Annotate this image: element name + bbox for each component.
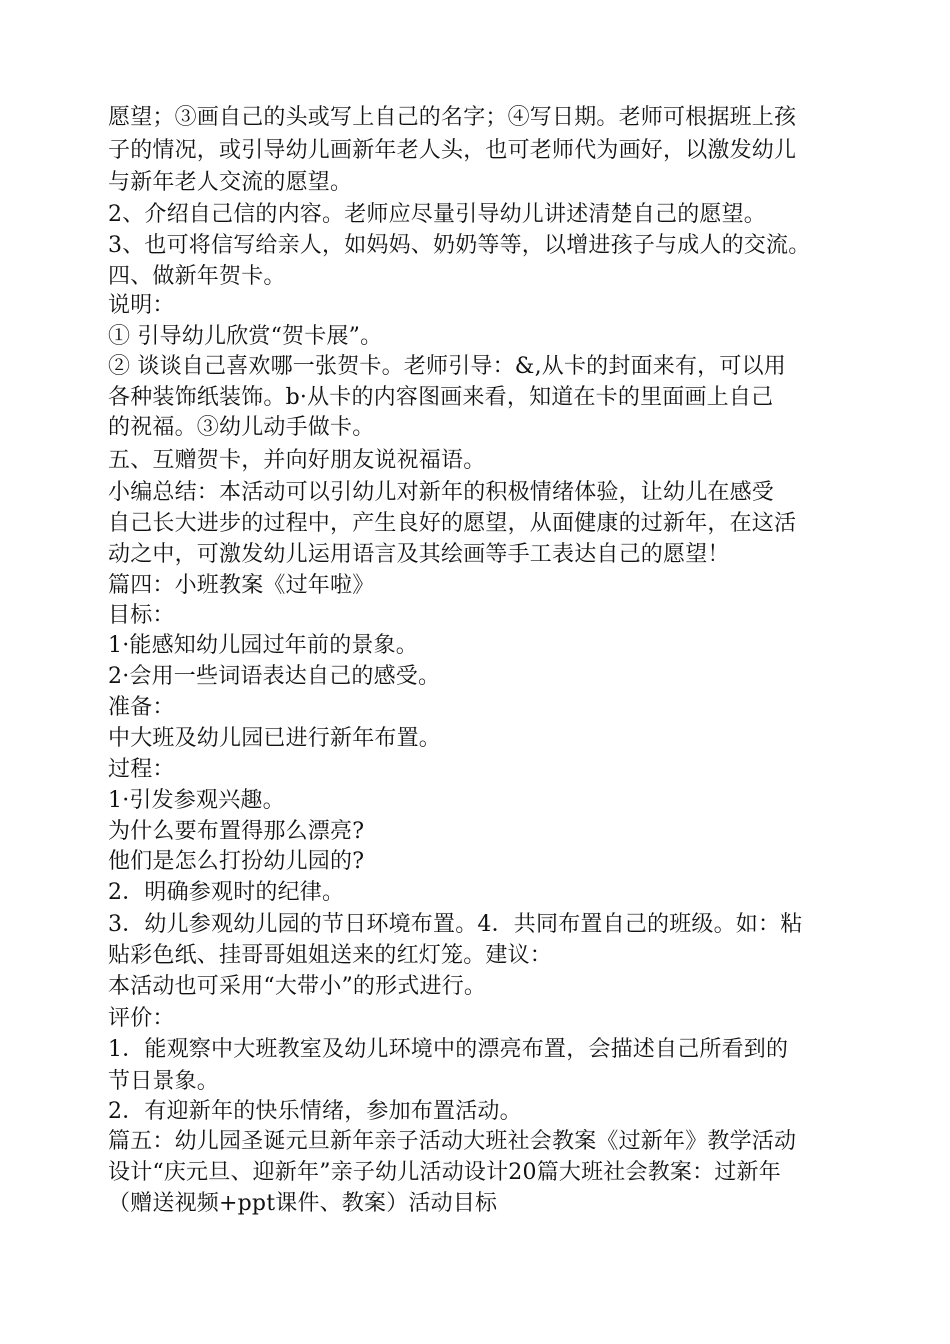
text-line: 2．明确参观时的纪律。	[108, 880, 345, 905]
text-line: 与新年老人交流的愿望。	[108, 170, 353, 195]
text-line: 自己长大进步的过程中，产生良好的愿望，从面健康的过新年，在这活	[108, 511, 797, 536]
text-line: 的祝福。③幼儿动手做卡。	[108, 415, 375, 440]
text-line: 篇四：小班教案《过年啦》	[108, 573, 375, 598]
text-line: 2·会用一些词语表达自己的感受。	[108, 664, 441, 689]
text-line: 动之中，可激发幼儿运用语言及其绘画等手工表达自己的愿望！	[108, 542, 730, 567]
text-line: 2、介绍自己信的内容。老师应尽量引导幼儿讲述清楚自己的愿望。	[108, 202, 766, 227]
text-line: 2．有迎新年的快乐情绪，参加布置活动。	[108, 1099, 522, 1124]
text-line: 1·引发参观兴趣。	[108, 788, 285, 813]
text-line: 评价：	[108, 1006, 175, 1031]
text-line: 子的情况，或引导幼儿画新年老人头，也可老师代为画好，以激发幼儿	[108, 138, 797, 163]
text-line: 过程：	[108, 757, 175, 782]
text-line: 他们是怎么打扮幼儿园的?	[108, 849, 365, 874]
text-line: 说明：	[108, 293, 175, 318]
text-line: 节日景象。	[108, 1069, 220, 1094]
text-line: 各种装饰纸装饰。b·从卡的内容图画来看，知道在卡的里面画上自己	[108, 385, 774, 410]
text-line: 四、做新年贺卡。	[108, 264, 286, 289]
text-line: 中大班及幼儿园已进行新年布置。	[108, 726, 442, 751]
text-line: 为什么要布置得那么漂亮?	[108, 819, 365, 844]
text-line: 本活动也可采用“大带小”的形式进行。	[108, 974, 487, 999]
text-line: 篇五：幼儿园圣诞元旦新年亲子活动大班社会教案《过新年》教学活动	[108, 1129, 797, 1154]
text-line: 设计“庆元旦、迎新年”亲子幼儿活动设计20篇大班社会教案：过新年	[108, 1160, 781, 1185]
text-line: 目标：	[108, 603, 175, 628]
text-line: 3．幼儿参观幼儿园的节日环境布置。4．共同布置自己的班级。如：粘	[108, 912, 803, 937]
text-line: 3、也可将信写给亲人，如妈妈、奶奶等等，以增进孩子与成人的交流。	[108, 233, 811, 258]
text-line: ① 引导幼儿欣赏“贺卡展”。	[108, 324, 383, 349]
text-line: 1．能观察中大班教室及幼儿环境中的漂亮布置，会描述自己所看到的	[108, 1037, 789, 1062]
text-line: 1·能感知幼儿园过年前的景象。	[108, 633, 418, 658]
text-line: 愿望；③画自己的头或写上自己的名字；④写日期。老师可根据班上孩	[108, 105, 797, 130]
text-line: ② 谈谈自己喜欢哪一张贺卡。老师引导：&,从卡的封面来有，可以用	[108, 354, 786, 379]
text-line: 贴彩色纸、挂哥哥姐姐送来的红灯笼。建议：	[108, 943, 553, 968]
text-line: 五、互赠贺卡，并向好朋友说祝福语。	[108, 448, 486, 473]
text-line: （赠送视频+ppt课件、教案）活动目标	[108, 1191, 498, 1216]
text-line: 准备：	[108, 695, 175, 720]
text-line: 小编总结：本活动可以引幼儿对新年的积极情绪体验，让幼儿在感受	[108, 480, 775, 505]
